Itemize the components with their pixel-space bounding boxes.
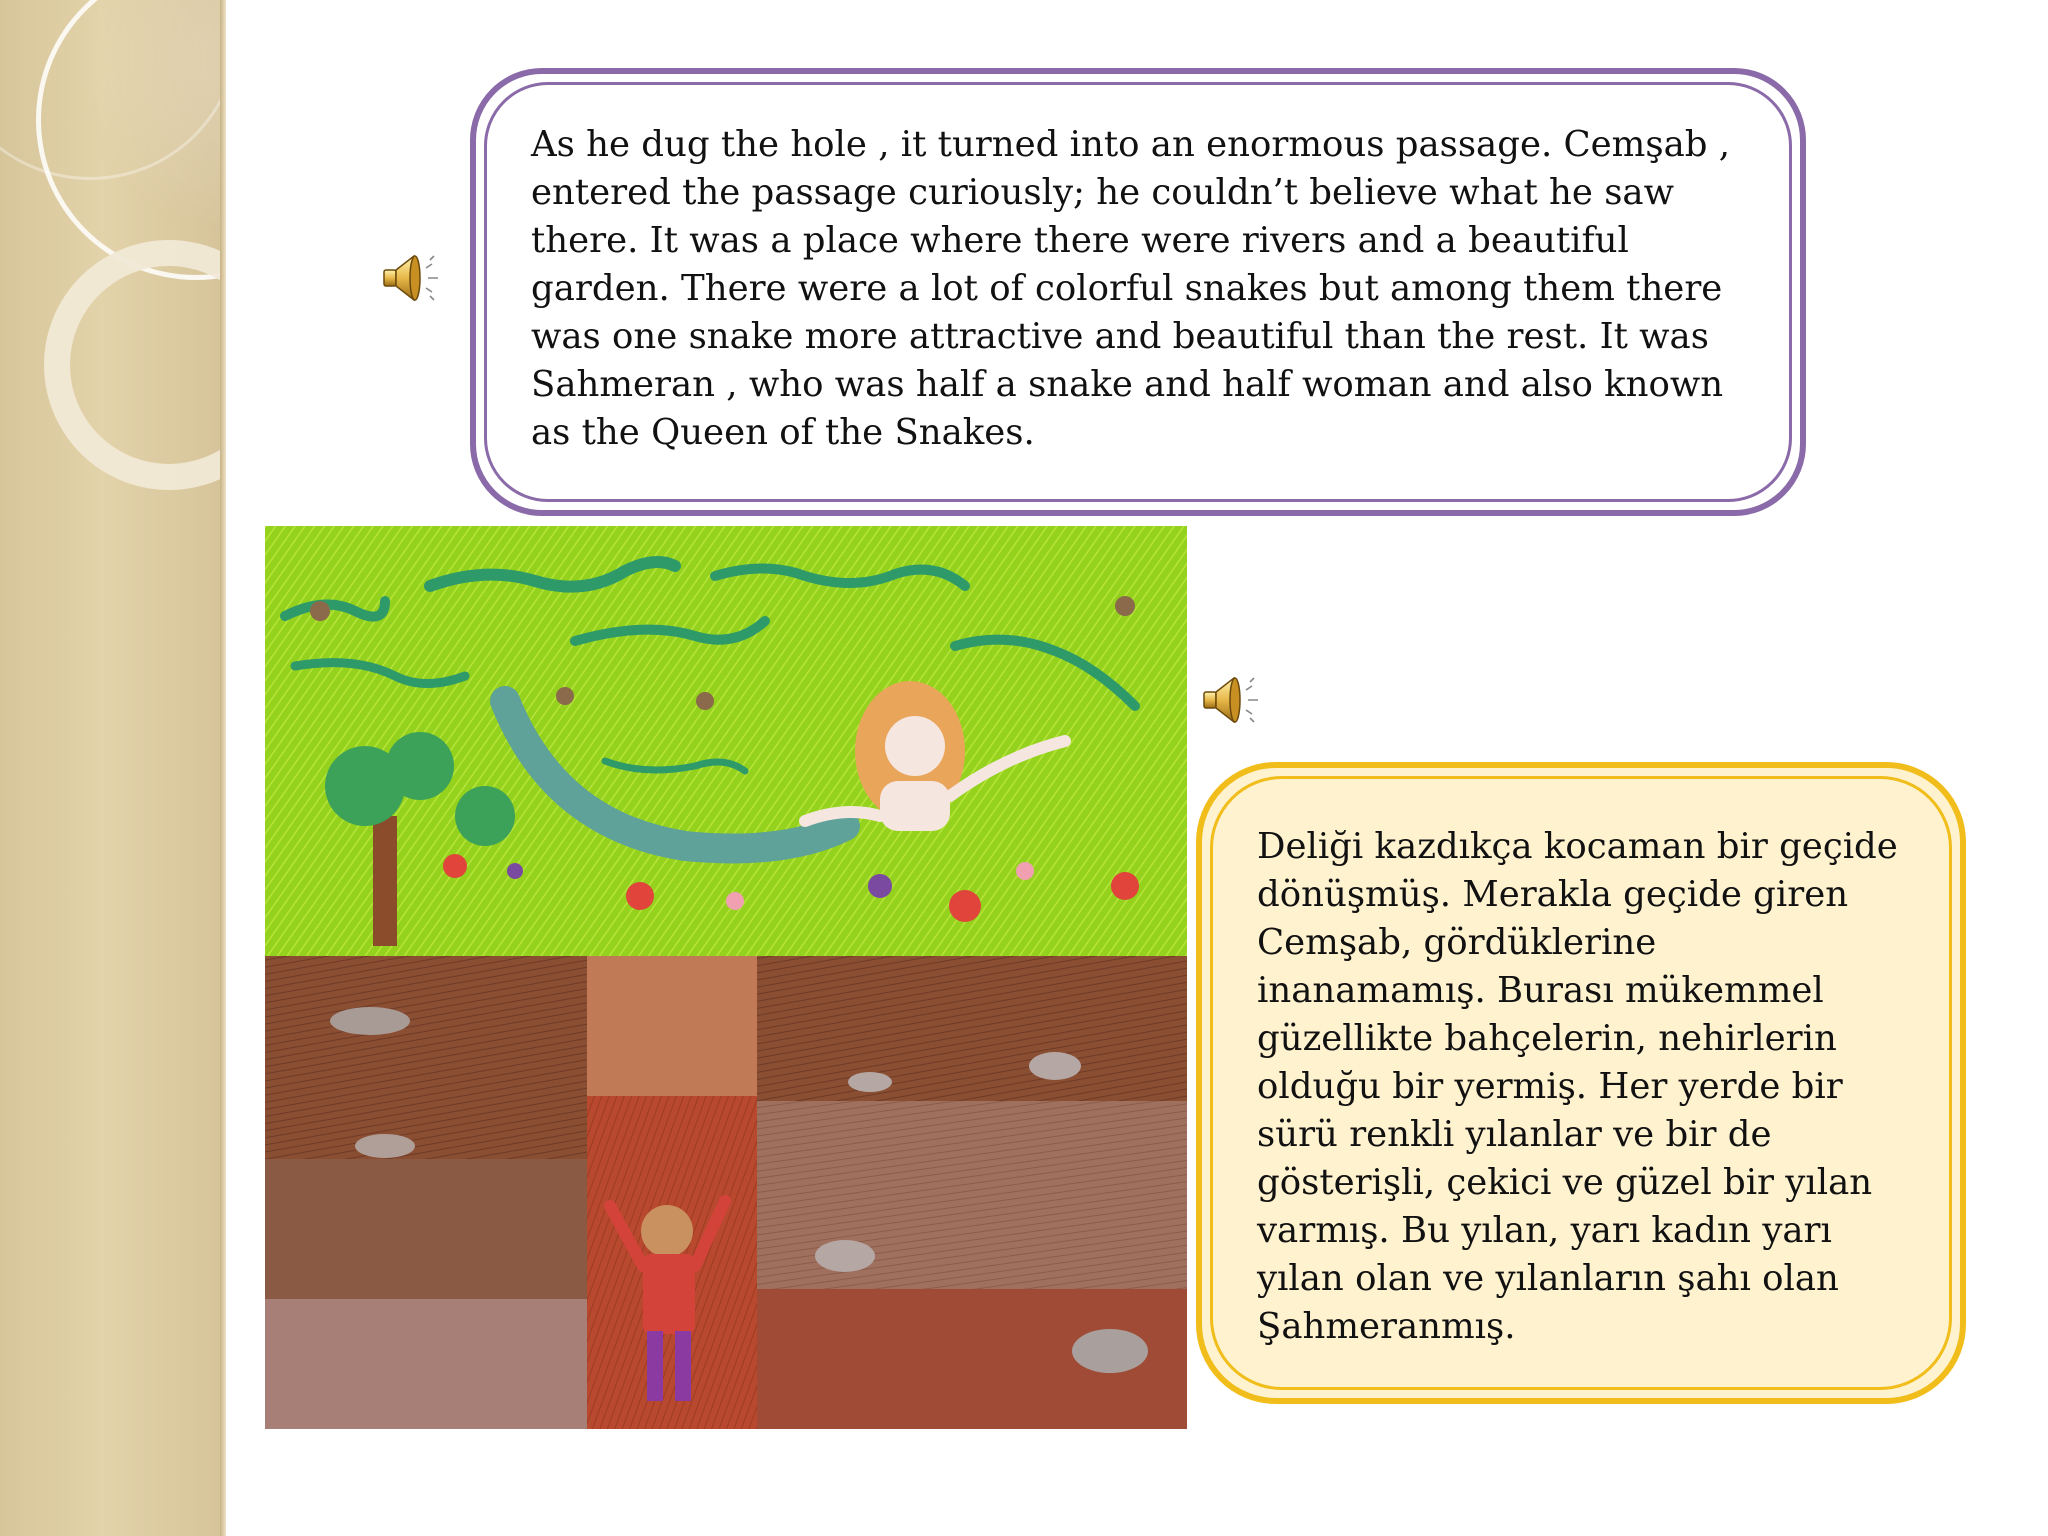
speaker-icon[interactable]: [380, 250, 446, 306]
decorative-ring: [44, 240, 226, 490]
sidebar-edge: [220, 0, 226, 1536]
english-text-callout-inner: [484, 82, 1792, 502]
english-story-text: As he dug the hole , it turned into an enormous passage. Cemşab , entered the passage curiously; he couldn’t believe what he saw there. It was a place where there were rivers and a beautiful garden. There were a lot of colorful snakes but among them there was one snake more attractive and beautiful than the rest. It was Sahmeran , who was half a snake and half woman and also known as the Queen of the Snakes.: [531, 124, 1731, 453]
turkish-story-text: Deliği kazdıkça kocaman bir geçide dönüşmüş. Merakla geçide giren Cemşab, gördüklerine inanamamış. Burası mükemmel güzellikte bahçelerin, nehirlerin olduğu bir yermiş. Her yerde bir sürü renkli yılanlar ve bir de gösterişli, çekici ve güzel bir yılan varmış. Bu yılan, yarı kadın yarı yılan olan ve yılanların şahı olan Şahmeranmış.: [1257, 826, 1898, 1347]
decorative-ring: [36, 0, 226, 280]
story-illustration: [265, 526, 1187, 1429]
turkish-text-callout: [1196, 762, 1966, 1404]
turkish-text-callout-inner: [1210, 776, 1952, 1390]
speaker-icon-graphic: [1200, 672, 1266, 728]
speaker-icon[interactable]: [1200, 672, 1266, 728]
decorative-sidebar: [0, 0, 226, 1536]
english-text-callout: [470, 68, 1806, 516]
speaker-icon-graphic: [380, 250, 446, 306]
